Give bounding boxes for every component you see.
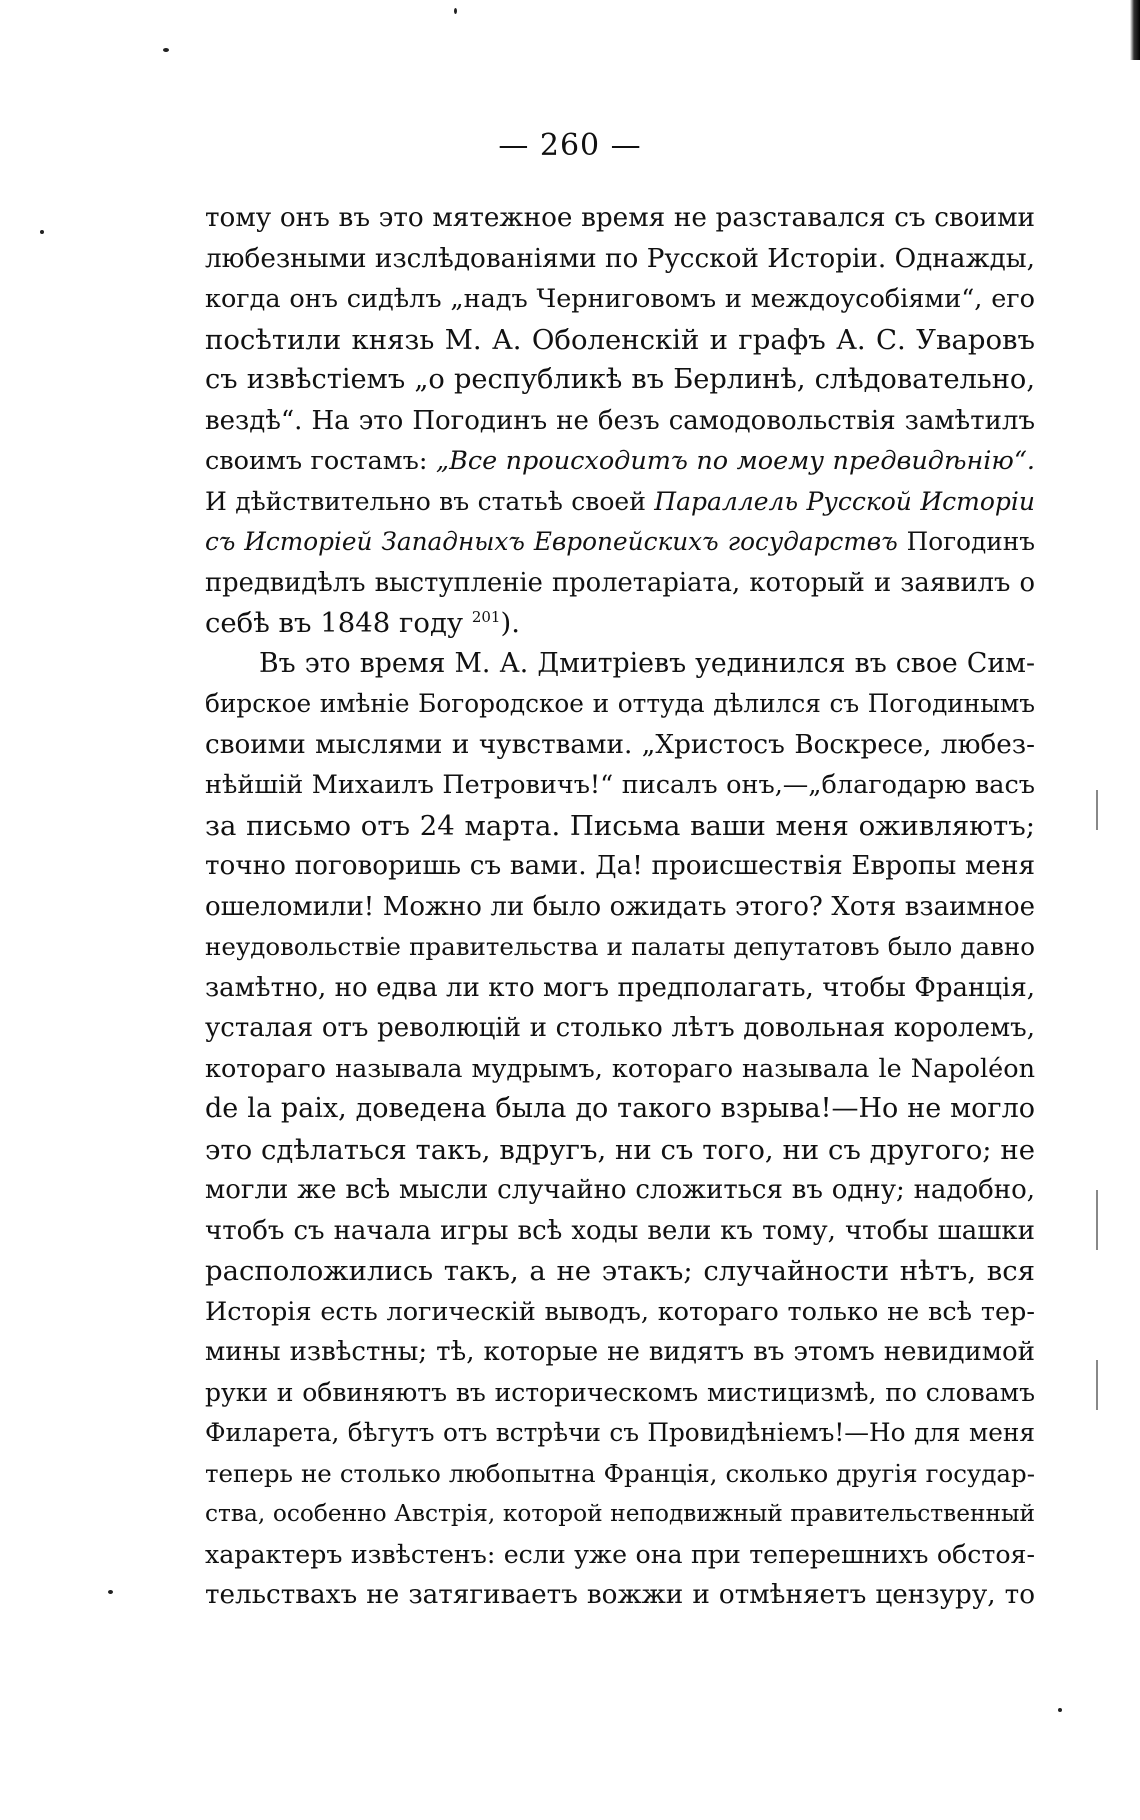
text-line: съ извѣстіемъ „о республикѣ въ Берлинѣ, слѣдовательно, [205, 364, 1035, 395]
text-line: Въ это время М. А. Дмитріевъ уединился въ свое Сим- [259, 647, 1035, 679]
text-line: своимъ гостамъ: „Все происходитъ по моему предвидѣнію“. [205, 446, 1035, 476]
text-line: бирское имѣніе Богородское и оттуда дѣлился съ Погодинымъ [205, 689, 1035, 718]
scan-edge-line [1096, 1190, 1098, 1250]
text-line: когда онъ сидѣлъ „надъ Черниговомъ и междоусобіями“, его [205, 284, 1035, 314]
text-line: предвидѣлъ выступленіе пролетаріата, который и заявилъ о [205, 567, 1035, 598]
footnote-ref: 201 [471, 607, 501, 626]
scan-speck [1058, 1708, 1062, 1712]
text-line: нѣйшій Михаилъ Петровичъ!“ писалъ онъ,—„благодарю васъ [205, 770, 1035, 800]
text-line: замѣтно, но едва ли кто могъ предполагать, чтобы Франція, [205, 972, 1035, 1003]
text-line: котораго называла мудрымъ, котораго называла le Napoléon [205, 1053, 1035, 1084]
text-line: И дѣйствительно въ статьѣ своей Параллель Русской Исторіи [205, 486, 1035, 516]
text-line: посѣтили князь М. А. Оболенскій и графъ А. С. Уваровъ [205, 323, 1035, 356]
text-line: за письмо отъ 24 марта. Письма ваши меня оживляютъ; [205, 809, 1035, 842]
text-line: расположились такъ, а не этакъ; случайности нѣтъ, вся [205, 1255, 1035, 1287]
text-line: тому онъ въ это мятежное время не разставался съ своими [205, 203, 1035, 233]
text-line: чтобъ съ начала игры всѣ ходы вели къ тому, чтобы шашки [205, 1215, 1035, 1246]
text-line: могли же всѣ мысли случайно сложиться въ одну; надобно, [205, 1175, 1035, 1205]
text-line: Исторія есть логическій выводъ, котораго только не всѣ тер- [205, 1296, 1035, 1327]
scan-speck [163, 48, 169, 52]
page-number: — 260 — [498, 128, 642, 163]
italic-title: Параллель Русской Исторіи [654, 486, 1035, 516]
scan-speck [40, 230, 44, 234]
text-line: ства, особенно Австрія, которой неподвижный правительственный [205, 1500, 1035, 1527]
text-line: характеръ извѣстенъ: если уже она при теперешнихъ обстоя- [205, 1539, 1035, 1569]
text-line: неудовольствіе правительства и палаты депутатовъ было давно [205, 932, 1035, 961]
text-line: вездѣ“. На это Погодинъ не безъ самодовольствія замѣтилъ [205, 405, 1035, 436]
text-line: ошеломили! Можно ли было ожидать этого? Хотя взаимное [205, 891, 1035, 922]
text-line: мины извѣстны; тѣ, которые не видятъ въ этомъ невидимой [205, 1337, 1035, 1367]
scan-edge-shadow [1130, 0, 1140, 60]
scan-speck [108, 1590, 113, 1594]
text-line: точно поговоришь съ вами. Да! происшествія Европы меня [205, 851, 1035, 881]
scan-speck [454, 8, 457, 14]
text-line: de la paix, доведена была до такого взрыва!—Но не могло [205, 1093, 1035, 1124]
text-line: теперь не столько любопытна Франція, сколько другія государ- [205, 1458, 1035, 1488]
text-line: любезными изслѣдованіями по Русской Исторіи. Однажды, [205, 243, 1035, 274]
italic-title: съ Исторіей Западныхъ Европейскихъ государствъ [205, 527, 898, 556]
italic-quote: „Все происходитъ по моему предвидѣнію“. [435, 446, 1035, 476]
text-line: своими мыслями и чувствами. „Христосъ Воскресе, любез- [205, 729, 1035, 760]
scan-edge-line [1096, 1360, 1098, 1410]
text-line: тельствахъ не затягиваетъ вожжи и отмѣняетъ цензуру, то [205, 1580, 1035, 1610]
text-line: Филарета, бѣгутъ отъ встрѣчи съ Провидѣніемъ!—Но для меня [205, 1418, 1035, 1447]
scan-edge-line [1096, 790, 1098, 830]
text-line: съ Исторіей Западныхъ Европейскихъ государствъ Погодинъ [205, 527, 1035, 556]
text-line: это сдѣлаться такъ, вдругъ, ни съ того, ни съ другого; не [205, 1133, 1035, 1166]
body-text [205, 198, 1035, 1616]
text-line: себѣ въ 1848 году $^{201}$). [205, 607, 520, 639]
text-line: усталая отъ революцій и столько лѣтъ довольная королемъ, [205, 1013, 1035, 1043]
text-line: руки и обвиняютъ въ историческомъ мистицизмѣ, по словамъ [205, 1377, 1035, 1407]
